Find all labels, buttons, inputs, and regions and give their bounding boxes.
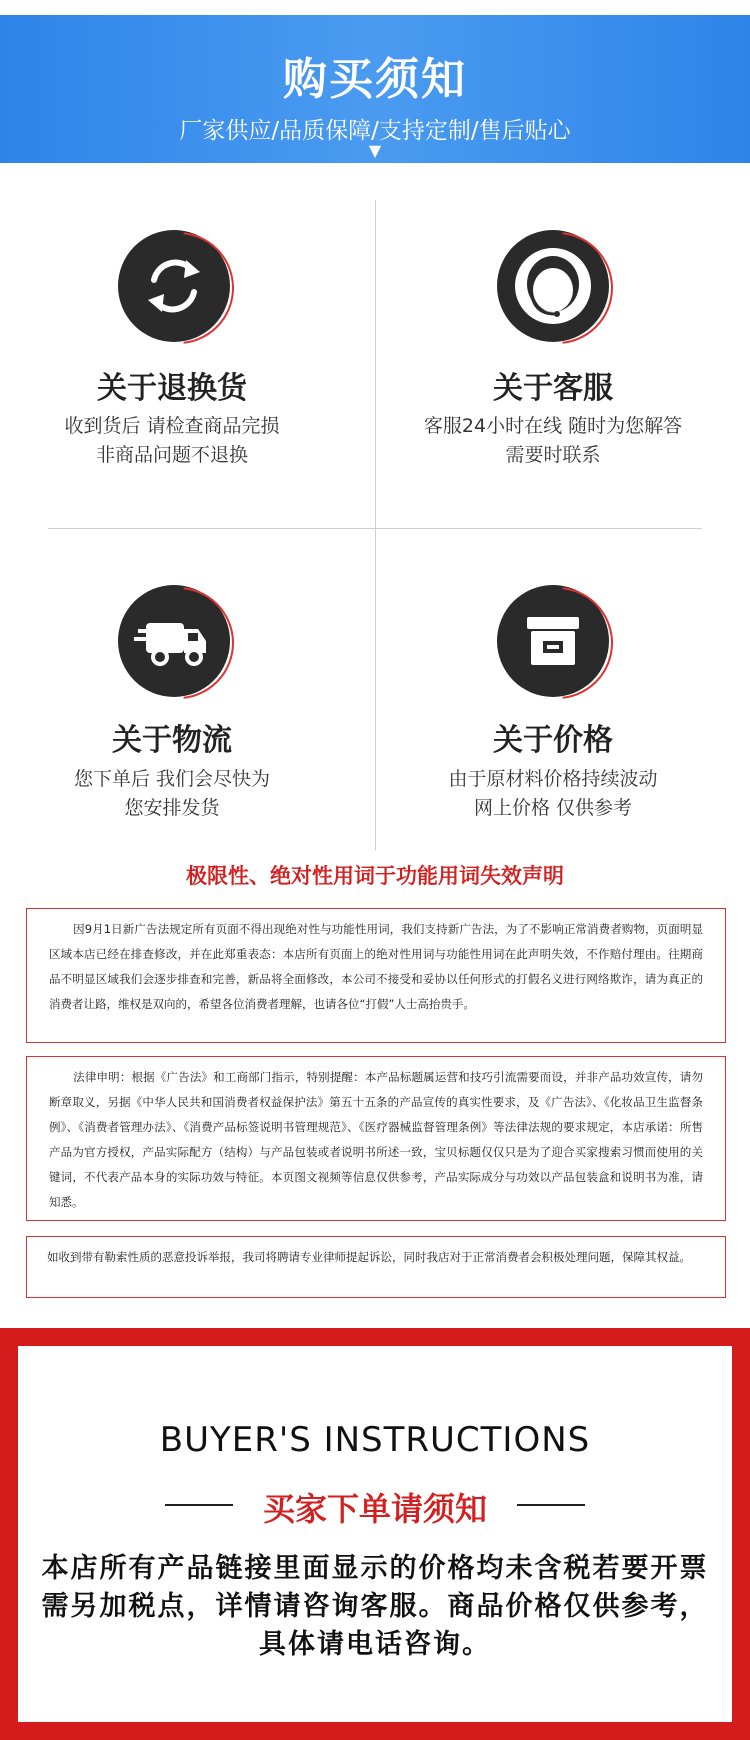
buyer-title: BUYER'S INSTRUCTIONS xyxy=(159,1420,591,1460)
cell-text-line1: 您下单后 我们会尽快为 xyxy=(73,768,271,790)
grid-vertical-divider xyxy=(375,200,376,850)
cell-text-line2: 非商品问题不退换 xyxy=(95,444,248,466)
cell-title: 关于物流 xyxy=(112,723,232,758)
down-arrow-icon: ▼ xyxy=(368,141,382,160)
disclaimer-title: 极限性、绝对性用词于功能用词失效声明 xyxy=(186,864,564,888)
cell-text-line2: 网上价格 仅供参考 xyxy=(473,797,633,819)
info-cell-service xyxy=(383,230,723,510)
cell-text-line1: 收到货后 请检查商品完损 xyxy=(64,415,280,437)
buyer-subtitle-row xyxy=(0,1484,750,1528)
banner-title: 购买须知 xyxy=(283,54,467,105)
disclaimer-box-ad-law xyxy=(26,908,726,1043)
buyer-instructions-text: 本店所有产品链接里面显示的价格均未含税若要开票需另加税点，详情请咨询客服。商品价格仅供参考，具体请电话咨询。 xyxy=(41,1553,709,1660)
header-banner xyxy=(0,15,750,163)
disclaimer-box-legal xyxy=(26,1056,726,1221)
cell-text-line1: 由于原材料价格持续波动 xyxy=(448,768,658,790)
grid-horizontal-divider xyxy=(48,528,702,529)
banner-subtitle: 厂家供应/品质保障/支持定制/售后贴心 xyxy=(179,118,571,144)
buyer-panel xyxy=(18,1346,732,1722)
divider-dash-right xyxy=(517,1504,585,1506)
cell-title: 关于价格 xyxy=(493,723,613,758)
cell-title: 关于客服 xyxy=(493,371,613,406)
info-cell-logistics xyxy=(2,585,342,825)
disclaimer-text: 法律申明：根据《广告法》和工商部门指示，特别提醒：本产品标题属运营和技巧引流需要而设，并非产品功效宣传，请勿断章取义，另据《中华人民共和国消费者权益保护法》第五十五条的产品宣传的真实性要求，及《广告法》、《化妆品卫生监督条例》、《消费者管理办法》、《消费产品标签说明书管理规范》、《医疗器械监督管理条例》等法律法规的要求规定，本店承诺：所售产品为官方授权，产品实际配方（结构）与产品包装或者说明书所述一致，宝贝标题仅仅只是为了迎合买家搜索习惯而使用的关键词，不代表产品本身的实际功效与特征。本页图文视频等信息仅供参考，产品实际成分与功效以产品包装盒和说明书为准，请知悉。 xyxy=(49,1070,703,1209)
info-cell-price xyxy=(383,585,723,825)
cell-text-line1: 客服24小时在线 随时为您解答 xyxy=(423,415,683,437)
cell-text-line2: 您安排发货 xyxy=(124,797,220,819)
disclaimer-text: 因9月1日新广告法规定所有页面不得出现绝对性与功能性用词，我们支持新广告法，为了不影响正常消费者购物，页面明显区域本店已经在排查修改，并在此郑重表态：本店所有页面上的绝对性用词与功能性用词在此声明失效，不作赔付理由。往期商品不明显区域我们会逐步排查和完善，新品将全面修改，本公司不接受和妥协以任何形式的打假名义进行网络欺诈，请为真正的消费者让路，维权是双向的，希望各位消费者理解，也请各位“打假”人士高抬贵手。 xyxy=(49,922,703,1011)
cell-text-line2: 需要时联系 xyxy=(505,444,601,466)
buyer-subtitle: 买家下单请须知 xyxy=(262,1490,487,1528)
disclaimer-box-complaint xyxy=(26,1236,726,1298)
info-cell-returns xyxy=(2,230,342,510)
cell-title: 关于退换货 xyxy=(97,371,247,406)
disclaimer-text: 如收到带有勒索性质的恶意投诉举报，我司将聘请专业律师提起诉讼，同时我店对于正常消费者会积极处理问题，保障其权益。 xyxy=(47,1250,691,1264)
